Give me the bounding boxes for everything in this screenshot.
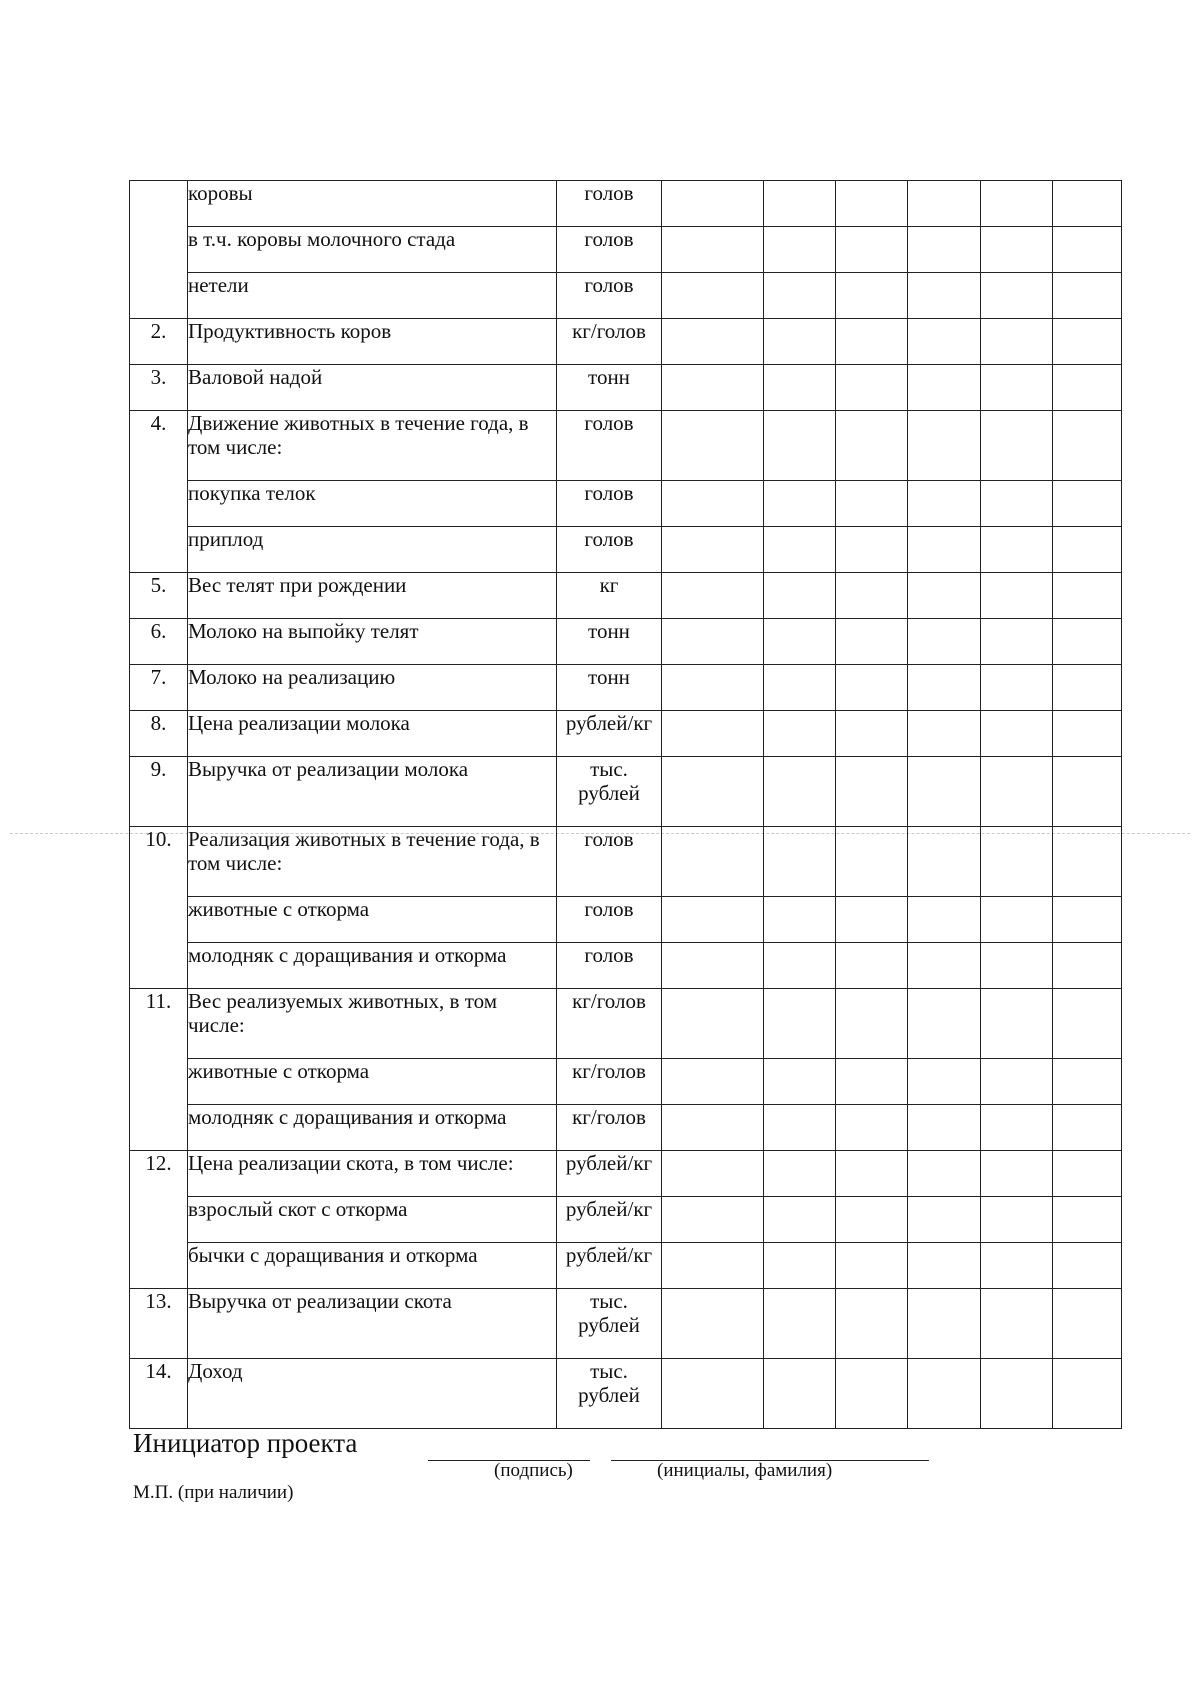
table-row [130,757,1122,827]
indicator-name: приплод [188,527,557,573]
value-cell[interactable] [981,827,1053,897]
value-cell[interactable] [1053,319,1122,365]
table-row [130,227,1122,273]
unit-cell: тонн [557,665,662,711]
value-cell[interactable] [764,897,836,943]
value-cell[interactable] [836,181,908,227]
value-cell[interactable] [662,181,764,227]
row-number: 9. [130,757,188,827]
project-initiator-label: Инициатор проекта [133,1428,358,1458]
value-cell[interactable] [981,1359,1053,1429]
value-cell[interactable] [908,665,981,711]
table-row [130,1059,1122,1105]
value-cell[interactable] [1053,365,1122,411]
table-row [130,411,1122,481]
value-cell[interactable] [1053,527,1122,573]
indicator-name: Доход [188,1359,557,1429]
value-cell[interactable] [981,273,1053,319]
unit-cell: рублей/кг [557,1197,662,1243]
value-cell[interactable] [836,573,908,619]
value-cell[interactable] [1053,989,1122,1059]
table-row [130,273,1122,319]
value-cell[interactable] [836,1197,908,1243]
value-cell[interactable] [662,711,764,757]
value-cell[interactable] [1053,1359,1122,1429]
value-cell[interactable] [1053,181,1122,227]
indicator-name: Молоко на выпойку телят [188,619,557,665]
table-row [130,1289,1122,1359]
value-cell[interactable] [981,711,1053,757]
value-cell[interactable] [908,365,981,411]
indicator-name: коровы [188,181,557,227]
unit-cell: рублей/кг [557,1243,662,1289]
value-cell[interactable] [764,1151,836,1197]
indicator-name: Реализация животных в течение года, в том числе: [188,827,557,897]
row-number: 13. [130,1289,188,1359]
table-row [130,527,1122,573]
seal-note: М.П. (при наличии) [133,1482,294,1503]
unit-cell: голов [557,227,662,273]
value-cell[interactable] [662,665,764,711]
table-row [130,319,1122,365]
value-cell[interactable] [981,1289,1053,1359]
value-cell[interactable] [662,989,764,1059]
value-cell[interactable] [836,827,908,897]
value-cell[interactable] [908,1359,981,1429]
value-cell[interactable] [981,943,1053,989]
value-cell[interactable] [981,365,1053,411]
unit-cell: тыс. рублей [557,1289,662,1359]
value-cell[interactable] [908,527,981,573]
table-row [130,1243,1122,1289]
value-cell[interactable] [908,989,981,1059]
indicator-name: молодняк с доращивания и откорма [188,943,557,989]
value-cell[interactable] [981,897,1053,943]
value-cell[interactable] [981,1105,1053,1151]
value-cell[interactable] [836,757,908,827]
value-cell[interactable] [836,943,908,989]
value-cell[interactable] [1053,711,1122,757]
value-cell[interactable] [981,481,1053,527]
unit-cell: голов [557,181,662,227]
value-cell[interactable] [764,757,836,827]
unit-cell: тонн [557,619,662,665]
value-cell[interactable] [764,665,836,711]
value-cell[interactable] [662,897,764,943]
value-cell[interactable] [1053,757,1122,827]
table-row [130,181,1122,227]
value-cell[interactable] [836,665,908,711]
value-cell[interactable] [1053,1243,1122,1289]
value-cell[interactable] [836,319,908,365]
value-cell[interactable] [662,757,764,827]
value-cell[interactable] [662,1197,764,1243]
table-row [130,665,1122,711]
table-row [130,943,1122,989]
value-cell[interactable] [764,1359,836,1429]
value-cell[interactable] [764,411,836,481]
value-cell[interactable] [908,1059,981,1105]
value-cell[interactable] [908,573,981,619]
indicator-name: молодняк с доращивания и откорма [188,1105,557,1151]
value-cell[interactable] [981,757,1053,827]
value-cell[interactable] [662,619,764,665]
indicator-name: Цена реализации молока [188,711,557,757]
value-cell[interactable] [1053,897,1122,943]
value-cell[interactable] [764,827,836,897]
value-cell[interactable] [1053,943,1122,989]
value-cell[interactable] [836,1289,908,1359]
indicator-name: Выручка от реализации скота [188,1289,557,1359]
row-number: 10. [130,827,188,989]
value-cell[interactable] [764,573,836,619]
value-cell[interactable] [662,827,764,897]
unit-cell: кг [557,573,662,619]
unit-cell: голов [557,943,662,989]
value-cell[interactable] [662,573,764,619]
value-cell[interactable] [764,619,836,665]
table-row [130,1151,1122,1197]
value-cell[interactable] [1053,573,1122,619]
value-cell[interactable] [764,273,836,319]
value-cell[interactable] [1053,665,1122,711]
value-cell[interactable] [908,1197,981,1243]
row-number: 5. [130,573,188,619]
table-row [130,1197,1122,1243]
value-cell[interactable] [1053,227,1122,273]
indicator-name: животные с откорма [188,1059,557,1105]
value-cell[interactable] [662,1359,764,1429]
value-cell[interactable] [836,1105,908,1151]
value-cell[interactable] [1053,481,1122,527]
value-cell[interactable] [764,1059,836,1105]
value-cell[interactable] [1053,827,1122,897]
value-cell[interactable] [908,943,981,989]
value-cell[interactable] [662,1289,764,1359]
value-cell[interactable] [836,411,908,481]
value-cell[interactable] [764,1243,836,1289]
table-row [130,897,1122,943]
name-caption: (инициалы, фамилия) [657,1460,833,1481]
value-cell[interactable] [662,1151,764,1197]
signature-caption: (подпись) [494,1460,573,1481]
value-cell[interactable] [764,365,836,411]
value-cell[interactable] [836,481,908,527]
value-cell[interactable] [1053,273,1122,319]
row-number: 11. [130,989,188,1151]
value-cell[interactable] [981,1243,1053,1289]
value-cell[interactable] [908,319,981,365]
unit-cell: голов [557,273,662,319]
row-number [130,181,188,319]
value-cell[interactable] [662,481,764,527]
table-row [130,619,1122,665]
value-cell[interactable] [981,573,1053,619]
indicator-name: нетели [188,273,557,319]
value-cell[interactable] [981,181,1053,227]
value-cell[interactable] [908,827,981,897]
value-cell[interactable] [662,1059,764,1105]
row-number: 6. [130,619,188,665]
value-cell[interactable] [836,1151,908,1197]
value-cell[interactable] [764,943,836,989]
value-cell[interactable] [981,1151,1053,1197]
table-row [130,711,1122,757]
value-cell[interactable] [908,181,981,227]
value-cell[interactable] [981,1197,1053,1243]
table-row [130,481,1122,527]
livestock-indicators-table [129,180,1122,1429]
value-cell[interactable] [908,1289,981,1359]
row-number: 4. [130,411,188,573]
row-number: 14. [130,1359,188,1429]
value-cell[interactable] [836,527,908,573]
value-cell[interactable] [836,273,908,319]
indicator-name: в т.ч. коровы молочного стада [188,227,557,273]
value-cell[interactable] [981,619,1053,665]
row-number: 8. [130,711,188,757]
unit-cell: голов [557,827,662,897]
value-cell[interactable] [662,411,764,481]
value-cell[interactable] [981,319,1053,365]
value-cell[interactable] [662,273,764,319]
value-cell[interactable] [1053,1289,1122,1359]
value-cell[interactable] [662,943,764,989]
row-number: 7. [130,665,188,711]
value-cell[interactable] [764,181,836,227]
value-cell[interactable] [908,619,981,665]
value-cell[interactable] [836,365,908,411]
indicator-name: Движение животных в течение года, в том числе: [188,411,557,481]
unit-cell: тыс. рублей [557,757,662,827]
value-cell[interactable] [836,1243,908,1289]
indicator-name: взрослый скот с откорма [188,1197,557,1243]
value-cell[interactable] [836,1359,908,1429]
value-cell[interactable] [908,757,981,827]
value-cell[interactable] [764,319,836,365]
indicator-name: Выручка от реализации молока [188,757,557,827]
value-cell[interactable] [1053,1059,1122,1105]
unit-cell: кг/голов [557,1059,662,1105]
value-cell[interactable] [908,897,981,943]
value-cell[interactable] [981,227,1053,273]
value-cell[interactable] [662,1105,764,1151]
unit-cell: тыс. рублей [557,1359,662,1429]
value-cell[interactable] [764,527,836,573]
row-number: 3. [130,365,188,411]
value-cell[interactable] [836,897,908,943]
value-cell[interactable] [764,1289,836,1359]
value-cell[interactable] [1053,1151,1122,1197]
value-cell[interactable] [908,1243,981,1289]
value-cell[interactable] [981,527,1053,573]
value-cell[interactable] [836,1059,908,1105]
unit-cell: тонн [557,365,662,411]
value-cell[interactable] [908,481,981,527]
indicator-name: бычки с доращивания и откорма [188,1243,557,1289]
value-cell[interactable] [1053,1105,1122,1151]
table-row [130,1105,1122,1151]
unit-cell: голов [557,481,662,527]
unit-cell: кг/голов [557,319,662,365]
value-cell[interactable] [836,989,908,1059]
unit-cell: рублей/кг [557,711,662,757]
value-cell[interactable] [981,665,1053,711]
table-row [130,989,1122,1059]
unit-cell: голов [557,897,662,943]
value-cell[interactable] [764,1105,836,1151]
indicator-name: Продуктивность коров [188,319,557,365]
value-cell[interactable] [981,1059,1053,1105]
unit-cell: кг/голов [557,989,662,1059]
table-row [130,1359,1122,1429]
table-row [130,573,1122,619]
value-cell[interactable] [764,711,836,757]
value-cell[interactable] [836,619,908,665]
value-cell[interactable] [908,273,981,319]
value-cell[interactable] [764,989,836,1059]
value-cell[interactable] [908,711,981,757]
indicator-name: Вес реализуемых животных, в том числе: [188,989,557,1059]
value-cell[interactable] [836,227,908,273]
value-cell[interactable] [908,411,981,481]
value-cell[interactable] [981,989,1053,1059]
table-row [130,365,1122,411]
value-cell[interactable] [836,711,908,757]
unit-cell: рублей/кг [557,1151,662,1197]
value-cell[interactable] [1053,1197,1122,1243]
unit-cell: кг/голов [557,1105,662,1151]
indicator-name: Молоко на реализацию [188,665,557,711]
table-row [130,827,1122,897]
value-cell[interactable] [662,527,764,573]
value-cell[interactable] [908,227,981,273]
value-cell[interactable] [662,365,764,411]
value-cell[interactable] [764,1197,836,1243]
value-cell[interactable] [662,227,764,273]
row-number: 2. [130,319,188,365]
indicator-name: покупка телок [188,481,557,527]
value-cell[interactable] [908,1105,981,1151]
indicator-name: Вес телят при рождении [188,573,557,619]
value-cell[interactable] [764,227,836,273]
value-cell[interactable] [908,1151,981,1197]
unit-cell: голов [557,527,662,573]
indicator-name: Цена реализации скота, в том числе: [188,1151,557,1197]
value-cell[interactable] [662,1243,764,1289]
value-cell[interactable] [764,481,836,527]
value-cell[interactable] [981,411,1053,481]
value-cell[interactable] [1053,619,1122,665]
unit-cell: голов [557,411,662,481]
row-number: 12. [130,1151,188,1289]
indicator-name: животные с откорма [188,897,557,943]
value-cell[interactable] [1053,411,1122,481]
indicator-name: Валовой надой [188,365,557,411]
value-cell[interactable] [662,319,764,365]
